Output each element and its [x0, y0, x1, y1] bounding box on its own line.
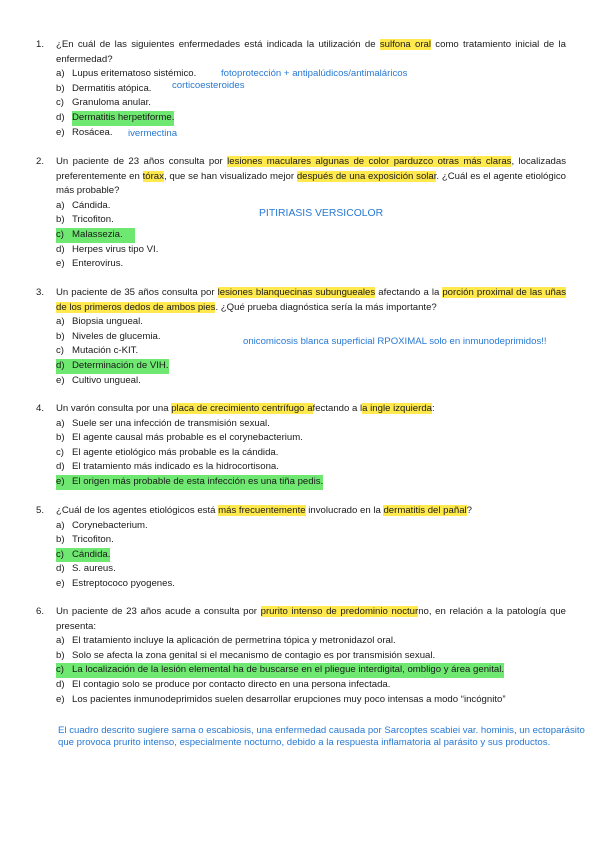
highlight: dermatitis del pañal [383, 505, 467, 516]
option-text: Dermatitis atópica. [72, 82, 152, 94]
option-text: Herpes virus tipo VI. [72, 243, 159, 255]
option-text: Tricofiton. [72, 214, 114, 226]
option-letter: d) [56, 359, 72, 374]
option-text-highlight: El origen más probable de esta infección es una tiña pedis. [72, 475, 323, 490]
option [56, 374, 566, 389]
option [56, 678, 566, 693]
option-letter: a) [56, 68, 65, 80]
question-text-part: , localizadas preferentemente en [56, 156, 567, 182]
option-text: Rosácea. [72, 126, 113, 138]
highlight: tórax [142, 170, 164, 182]
option [56, 82, 566, 97]
annotation-note: corticoesteroides [172, 80, 245, 91]
option-text: El contagio solo se produce por contacto directo en una persona infectada. [72, 678, 391, 690]
question-text-part: Un paciente de 35 años consulta por [56, 287, 218, 298]
option-letter: a) [56, 316, 65, 328]
question-1 [36, 38, 566, 140]
option-text: S. aureus. [72, 563, 116, 575]
option-letter: e) [56, 577, 65, 589]
options-list [56, 315, 566, 388]
highlight: placa de crecimiento centrífugo a [171, 403, 313, 414]
option-letter: b) [56, 534, 65, 546]
highlight: porción proximal de las uñas de los primeros dedos de ambos pies [56, 287, 566, 313]
option-letter: e) [56, 693, 65, 705]
option-text-highlight: La localización de la lesión elemental ha de buscarse en el pliegue interdigital, ombligo y área genital. [72, 663, 504, 678]
option-letter: e) [56, 258, 65, 270]
question-4 [36, 402, 566, 490]
option-letter: b) [56, 649, 65, 661]
option-text: Lupus eritematoso sistémico. [72, 68, 197, 80]
option-text: Granuloma anular. [72, 97, 151, 109]
question-text [56, 286, 566, 315]
option-text: Suele ser una infección de transmisión sexual. [72, 417, 270, 429]
option-text-highlight: Cándida. [72, 548, 110, 563]
question-number: 6. [36, 606, 45, 617]
question-text-part: : [432, 403, 435, 414]
question-text-part: Un paciente de 23 años consulta por [56, 156, 228, 167]
option [56, 315, 566, 330]
question-text-part: involucrado en la [305, 505, 384, 516]
option-letter: a) [56, 635, 65, 647]
question-text-part: . ¿Qué prueba diagnóstica sería la más importante? [215, 301, 437, 313]
option-text: Niveles de glucemia. [72, 330, 161, 342]
option-letter: c) [56, 548, 72, 563]
question-text-part: , que se han visualizado mejor [163, 170, 297, 182]
option-letter: c) [56, 97, 64, 109]
option [56, 519, 566, 534]
option-text: Mutación c-KIT. [72, 345, 139, 357]
option-text: Enterovirus. [72, 258, 124, 270]
option-text: Cándida. [72, 199, 111, 211]
question-text-part: ¿En cuál de las siguientes enfermedades está indicada la utilización de [56, 39, 380, 50]
option [56, 431, 566, 446]
option-text-highlight: Malassezia. [72, 228, 135, 243]
option-text: El agente etiológico más probable es la cándida. [72, 446, 279, 458]
options-list [56, 519, 566, 592]
question-text [56, 402, 566, 417]
option-text: Solo se afecta la zona genital si el mecanismo de contagio es por transmisión sexual. [72, 649, 436, 661]
option [56, 243, 566, 258]
question-text-part: no, en relación a la patología que presenta: [56, 606, 566, 632]
question-text-part: como tratamiento inicial de la enfermedad? [56, 39, 566, 65]
question-6 [36, 605, 566, 707]
annotation-note: PITIRIASIS VERSICOLOR [259, 208, 384, 219]
option-letter: b) [56, 214, 65, 226]
option [56, 693, 566, 708]
question-number: 3. [36, 287, 45, 298]
option [56, 446, 566, 461]
question-text-part: ? [466, 505, 473, 516]
option-letter: a) [56, 417, 65, 429]
highlight: prurito intenso de predominio noctur [260, 606, 419, 617]
option-letter: d) [56, 461, 65, 473]
option-letter: e) [56, 126, 65, 138]
option-letter: b) [56, 82, 65, 94]
question-5 [36, 504, 566, 592]
options-list [56, 417, 566, 490]
question-text-part: fectando a l [312, 403, 363, 414]
option-text: El tratamiento incluye la aplicación de permetrina tópica y metronidazol oral. [72, 635, 396, 647]
option [56, 533, 566, 548]
question-text [56, 38, 566, 67]
question-text-part: afectando a la [375, 287, 443, 298]
option [56, 634, 566, 649]
option [56, 460, 566, 475]
option [56, 96, 566, 111]
option [56, 257, 566, 272]
annotation-note: fotoprotección + antipalúdicos/antimaláricos [221, 68, 408, 79]
annotation-note: onicomicosis blanca superficial RPOXIMAL solo en inmunodeprimidos!! [243, 336, 547, 347]
option-letter: a) [56, 519, 65, 531]
option-letter: d) [56, 563, 65, 575]
highlight: después de una exposición solar [296, 170, 437, 182]
option-letter: e) [56, 475, 72, 490]
option-text-highlight: Determinación de VIH. [72, 359, 169, 374]
option-correct [56, 228, 566, 243]
option-text-highlight: Dermatitis herpetiforme. [72, 111, 174, 126]
question-number: 1. [36, 39, 45, 50]
highlight: lesiones maculares algunas de color parduzco otras más claras [227, 156, 512, 167]
option-letter: c) [56, 446, 64, 458]
option-text: Estreptococo pyogenes. [72, 577, 175, 589]
annotation-note: ivermectina [128, 128, 178, 139]
option-correct [56, 359, 566, 374]
option-letter: a) [56, 199, 65, 211]
question-number: 5. [36, 505, 45, 516]
question-text-part: ¿Cuál de los agentes etiológicos está [56, 505, 219, 516]
highlight: sulfona oral [379, 39, 432, 50]
highlight: a ingle izquierda [362, 403, 433, 414]
question-number: 2. [36, 156, 45, 167]
option-text: Los pacientes inmunodeprimidos suelen desarrollar erupciones muy poco intensas a modo “incógnito” [72, 693, 506, 705]
final-annotation: El cuadro descrito sugiere sarna o escabiosis, una enfermedad causada por Sarcoptes scabiei var. hominis, un ectoparásito que provoca prurito intenso, especialmente nocturno, debido a la respuesta inflamatoria al parásito y sus productos. [58, 725, 585, 749]
question-text-part: Un varón consulta por una [56, 403, 172, 414]
question-text-part: . ¿Cuál es el agente etiológico más probable? [56, 170, 566, 197]
option-correct [56, 475, 566, 490]
option-text: Biopsia ungueal. [72, 316, 143, 328]
option-correct [56, 663, 566, 678]
option-letter: b) [56, 330, 65, 342]
option-text: El tratamiento más indicado es la hidrocortisona. [72, 461, 279, 473]
option-text: El agente causal más probable es el corynebacterium. [72, 432, 303, 444]
option-letter: c) [56, 228, 72, 243]
question-text-part: Un paciente de 23 años acude a consulta por [56, 606, 261, 617]
question-text [56, 504, 566, 519]
question-number: 4. [36, 403, 45, 414]
option [56, 577, 566, 592]
highlight: lesiones blanquecinas subungueales [217, 287, 376, 298]
option-letter: b) [56, 432, 65, 444]
option [56, 562, 566, 577]
option-correct [56, 548, 566, 563]
option [56, 417, 566, 432]
question-text [56, 605, 566, 634]
question-text [56, 155, 566, 199]
option-text: Cultivo ungueal. [72, 374, 141, 386]
option-correct [56, 111, 566, 126]
option-text: Tricofiton. [72, 534, 114, 546]
option-letter: d) [56, 243, 65, 255]
option-letter: d) [56, 111, 65, 123]
option-letter: c) [56, 663, 72, 678]
highlight: más frecuentemente [218, 505, 306, 516]
option-letter: c) [56, 345, 64, 357]
option-text: Corynebacterium. [72, 519, 148, 531]
options-list [56, 634, 566, 707]
option-letter: d) [56, 678, 65, 690]
option [56, 649, 566, 664]
option-letter: e) [56, 374, 65, 386]
